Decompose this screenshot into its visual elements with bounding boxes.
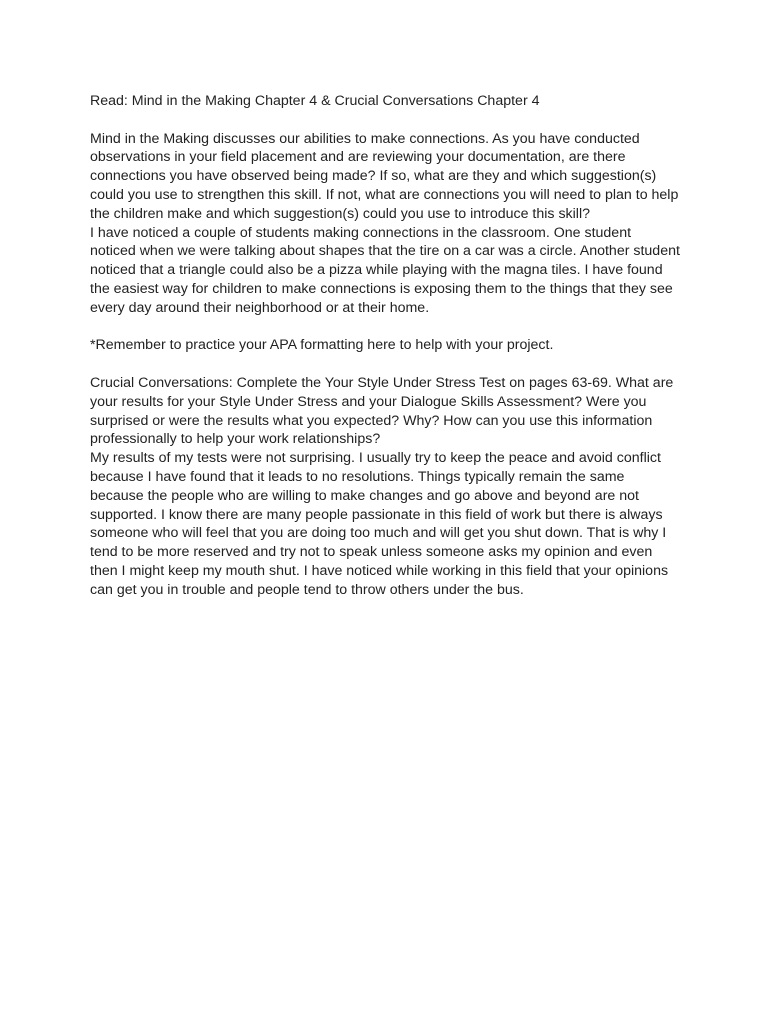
- question-connections: Mind in the Making discusses our abilities to make connections. As you have conducted observations in your field placement and are reviewing your documentation, are there connections you have observed being made? If so, what are they and which suggestion(s) could you use to strengthen this skill. If not, what are connections you will need to plan to help the children make and which suggestion(s) could you use to introduce this skill?: [90, 130, 679, 222]
- paragraph-spacer: [90, 318, 680, 337]
- reading-assignment: Read: Mind in the Making Chapter 4 & Crucial Conversations Chapter 4: [90, 93, 540, 109]
- answer-connections: I have noticed a couple of students making connections in the classroom. One student noticed when we were talking about shapes that the tire on a car was a circle. Another student noticed that a triangle could also be a pizza while playing with the magna tiles. I have found the easiest way for children to make connections is exposing them to the things that they see every day around their neighborhood or at their home.: [90, 224, 680, 316]
- question-crucial-conversations: Crucial Conversations: Complete the Your Style Under Stress Test on pages 63-69. What are your results for your Style Under Stress and your Dialogue Skills Assessment? Were you surprised or were the results what you expected? Why? How can you use this information professionally to help your work relationships?: [90, 374, 674, 448]
- paragraph-spacer: [90, 111, 680, 130]
- document-page: [90, 92, 680, 600]
- apa-reminder: *Remember to practice your APA formatting here to help with your project.: [90, 337, 554, 354]
- answer-crucial-conversations: My results of my tests were not surprising. I usually try to keep the peace and avoid conflict because I have found that it leads to no resolutions. Things typically remain the same because the people who are willing to make changes and go above and beyond are not supported. I know there are many people passionate in this field of work but there is always someone who will feel that you are doing too much and will get you shut down. That is why I tend to be more reserved and try not to speak unless someone asks my opinion and even then I might keep my mouth shut. I have noticed while working in this field that your opinions can get you in trouble and people tend to throw others under the bus.: [90, 450, 669, 598]
- paragraph-spacer: [90, 355, 680, 374]
